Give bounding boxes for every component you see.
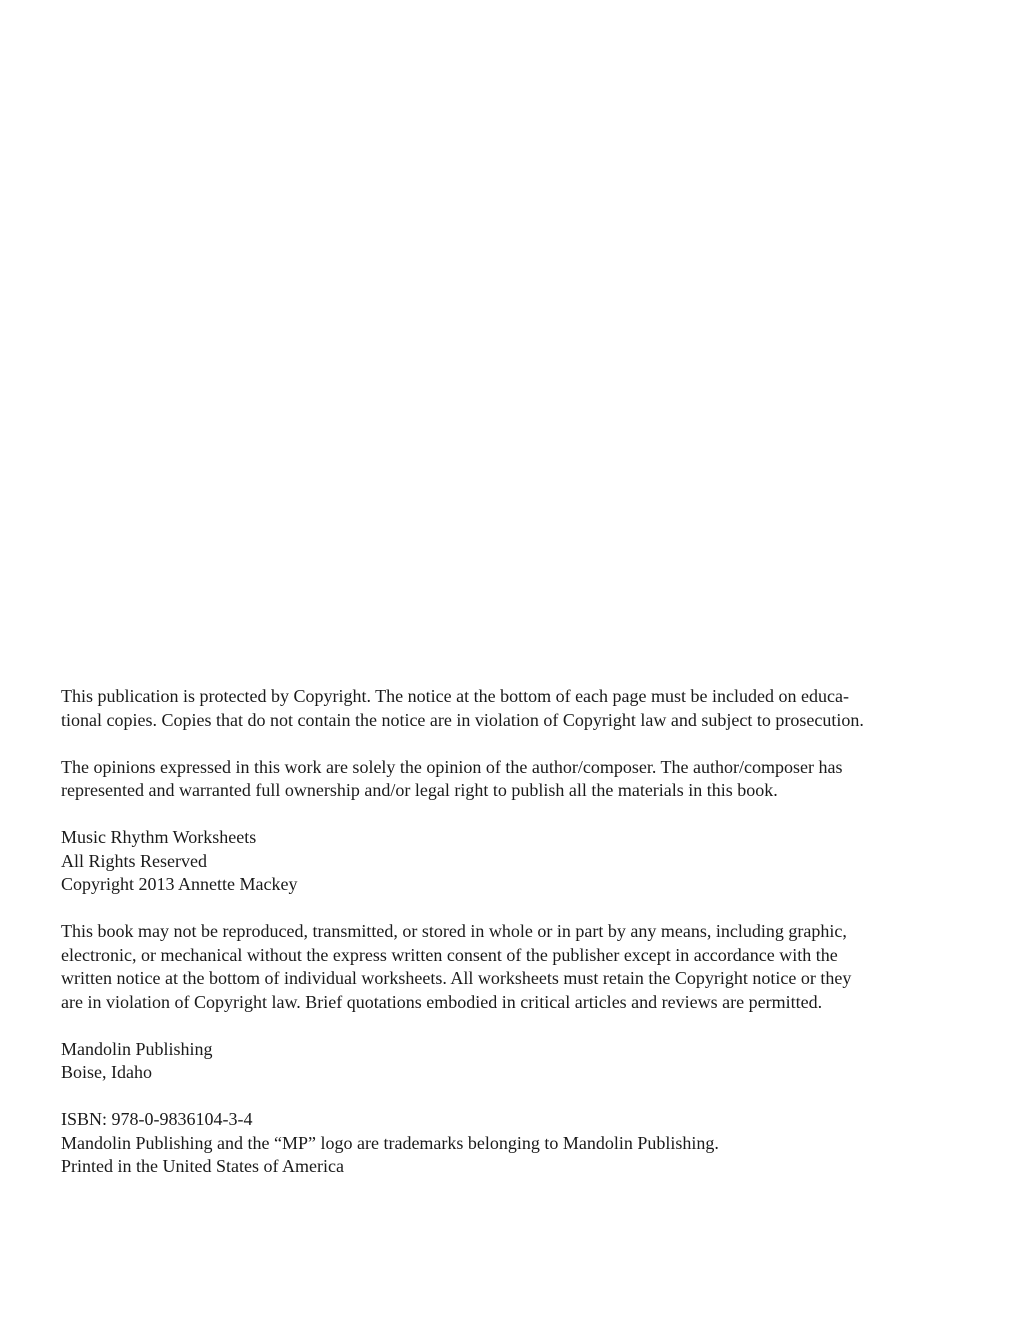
book-title: Music Rhythm Worksheets <box>61 827 257 847</box>
title-block <box>61 826 981 897</box>
printed-in: Printed in the United States of America <box>61 1156 344 1176</box>
copyright-notice-line-1: This publication is protected by Copyright. The notice at the bottom of each page must be included on educa- <box>61 686 849 706</box>
reproduction-paragraph <box>61 920 981 1014</box>
reproduction-line-2: electronic, or mechanical without the express written consent of the publisher except in accordance with the <box>61 944 838 965</box>
publisher-block <box>61 1038 981 1085</box>
opinions-line-2: represented and warranted full ownership and/or legal right to publish all the materials in this book. <box>61 780 778 800</box>
reproduction-line-4: are in violation of Copyright law. Brief quotations embodied in critical articles and reviews are permitted. <box>61 991 823 1012</box>
opinions-line-1: The opinions expressed in this work are solely the opinion of the author/composer. The author/composer has <box>61 756 843 777</box>
trademark-notice: Mandolin Publishing and the “MP” logo are trademarks belonging to Mandolin Publishing. <box>61 1132 719 1153</box>
isbn-block <box>61 1108 981 1179</box>
reproduction-line-1: This book may not be reproduced, transmitted, or stored in whole or in part by any means, including graphic, <box>61 921 847 941</box>
reproduction-line-3: written notice at the bottom of individual worksheets. All worksheets must retain the Copyright notice or they <box>61 968 852 988</box>
isbn: ISBN: 978-0-9836104-3-4 <box>61 1109 253 1129</box>
rights-reserved: All Rights Reserved <box>61 850 207 871</box>
copyright-notice-line-2: tional copies. Copies that do not contain the notice are in violation of Copyright law and subject to prosecution. <box>61 709 864 730</box>
opinions-paragraph <box>61 756 981 803</box>
copyright-page <box>61 685 981 1179</box>
publisher-name: Mandolin Publishing <box>61 1038 213 1059</box>
copyright-line: Copyright 2013 Annette Mackey <box>61 874 298 894</box>
publisher-location: Boise, Idaho <box>61 1062 152 1082</box>
copyright-notice-paragraph <box>61 685 981 732</box>
